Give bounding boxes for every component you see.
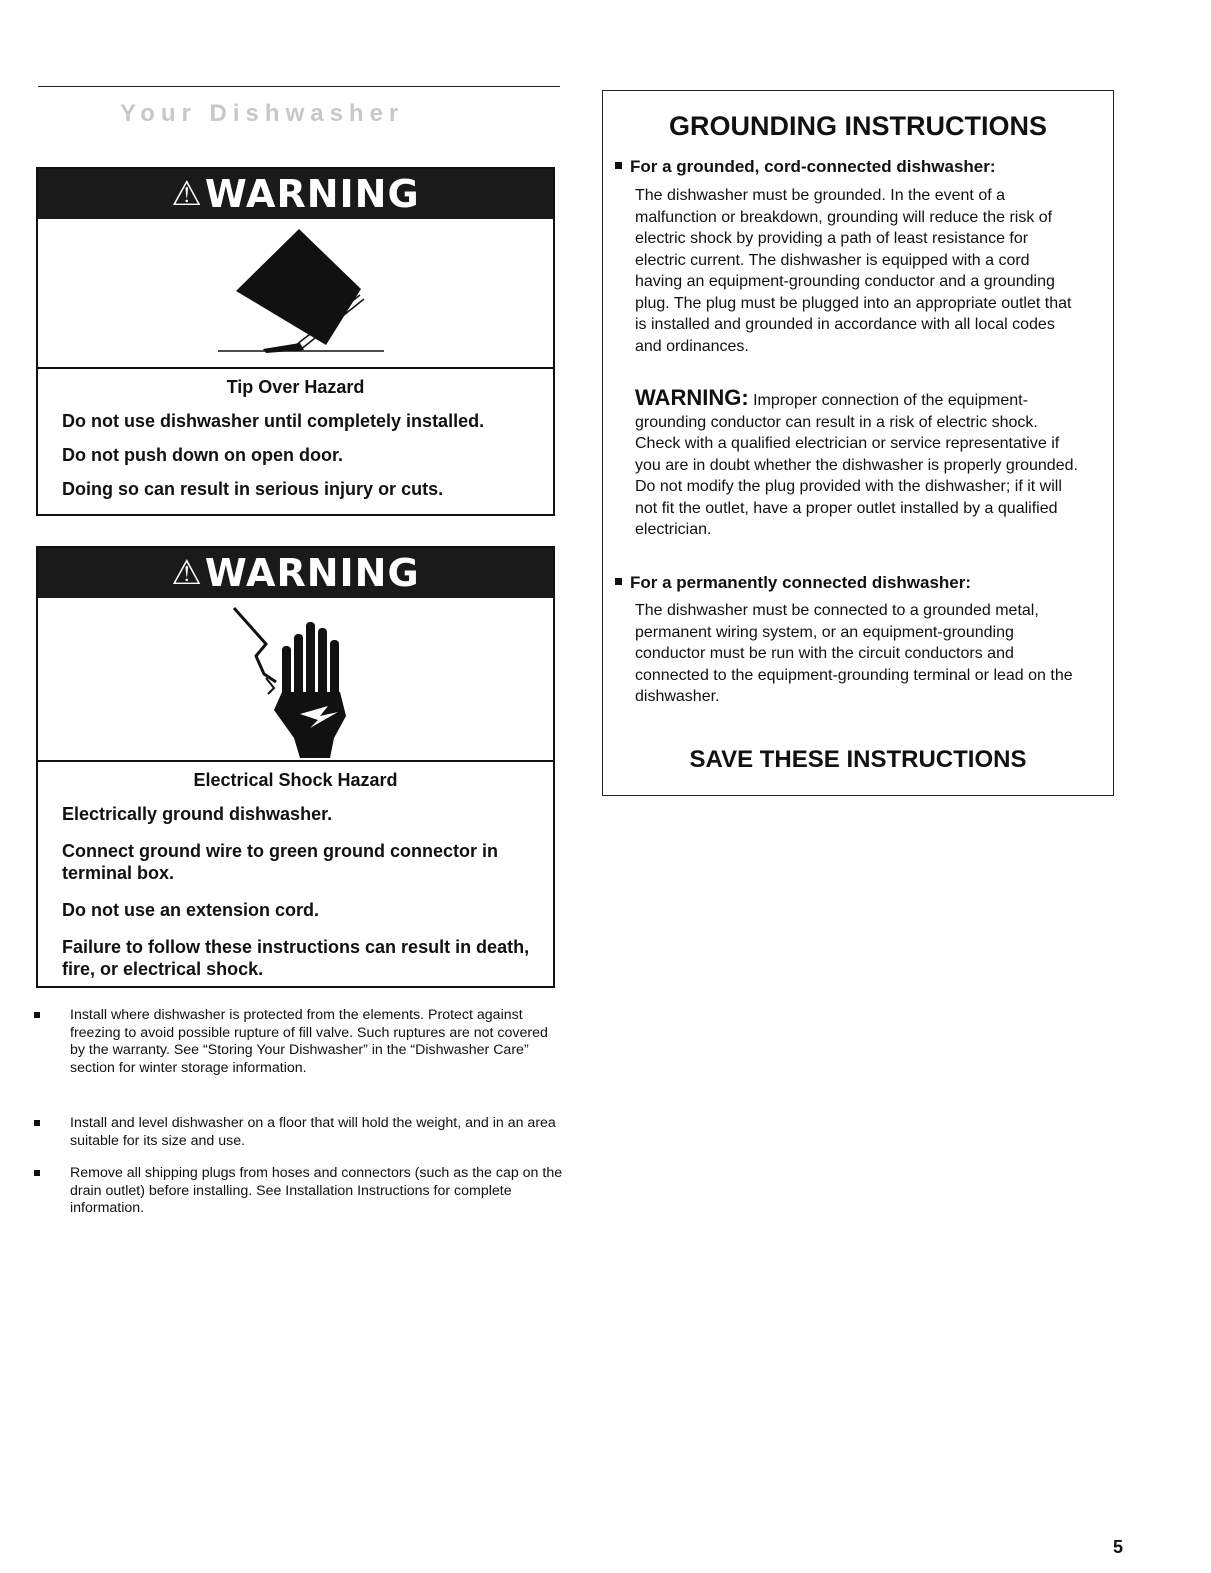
grounding-instructions-box [602,90,1114,796]
tip-over-pictogram-area [38,219,553,369]
warning-header [38,169,553,219]
grounding-subheading [615,573,971,593]
inline-warning-label: WARNING: [635,385,749,410]
warning-line: Electrically ground dishwasher. [62,804,333,824]
bullet-square-icon [615,162,622,169]
warning-line: Failure to follow these instructions can result in death, fire, or electrical shock. [62,937,530,979]
warning-triangle-icon: ⚠ [171,553,203,593]
subheading-text: For a permanently connected dishwasher: [630,573,972,592]
bullet-square-icon [615,578,622,585]
save-instructions-title: SAVE THESE INSTRUCTIONS [689,746,1027,773]
warning-line: Doing so can result in serious injury or cuts. [62,479,444,499]
page-number: 5 [1113,1537,1124,1557]
electrical-shock-pictogram-area [38,598,553,762]
bullet-square-icon [34,1120,40,1126]
list-item [34,1115,564,1150]
tip-over-icon [38,219,557,367]
warning-line: Do not push down on open door. [62,445,343,465]
warning-line: Do not use dishwasher until completely installed. [62,411,485,431]
warning-label: WARNING [204,172,420,216]
electrical-shock-warning-box [36,546,555,988]
warning-triangle-icon: ⚠ [171,174,203,214]
section-heading-faded: Your Dishwasher [120,100,405,127]
top-rule [38,86,560,87]
bullet-square-icon [34,1170,40,1176]
hazard-title: Tip Over Hazard [226,377,365,397]
grounding-warning-paragraph [635,387,1080,541]
hazard-title: Electrical Shock Hazard [193,770,398,790]
electric-hand-icon [38,598,557,760]
list-item-text: Install where dishwasher is protected from the elements. Protect against freezing to avoid possible rupture of fill valve. Such ruptures are not covered by the warranty. See “Storing Your Dishwasher” in the “Dishwasher Care” section for winter storage information. [70,1007,548,1076]
warning-header [38,548,553,598]
list-item [34,1007,564,1077]
list-item-text: Install and level dishwasher on a floor that will hold the weight, and in an area suitable for its size and use. [70,1115,556,1149]
bullet-square-icon [34,1012,40,1018]
grounding-paragraph: The dishwasher must be grounded. In the event of a malfunction or breakdown, grounding will reduce the risk of electric shock by providing a path of least resistance for electric current. The dishwasher is equipped with a cord having an equipment-grounding conductor and a grounding plug. The plug must be plugged into an appropriate outlet that is installed and grounded in accordance with all local codes and ordinances. [635,187,1072,355]
warning-label: WARNING [204,551,420,595]
list-item [34,1165,564,1218]
list-item-text: Remove all shipping plugs from hoses and connectors (such as the cap on the drain outlet) before installing. See Installation Instructions for complete information. [70,1165,563,1216]
grounding-title: GROUNDING INSTRUCTIONS [669,111,1047,141]
tip-over-warning-box [36,167,555,516]
grounding-subheading [615,157,996,177]
warning-line: Do not use an extension cord. [62,900,320,920]
subheading-text: For a grounded, cord-connected dishwasher: [630,157,996,176]
grounding-paragraph: The dishwasher must be connected to a grounded metal, permanent wiring system, or an equipment-grounding conductor must be run with the circuit conductors and connected to the equipment-grounding terminal or lead on the dishwasher. [635,602,1073,705]
warning-text: Improper connection of the equipment-grounding conductor can result in a risk of electric shock. Check with a qualified electrician or service representative if you are in doubt whether the dishwasher is properly grounded. Do not modify the plug provided with the dishwasher; if it will not fit the outlet, have a proper outlet installed by a qualified electrician. [635,392,1078,538]
warning-line: Connect ground wire to green ground connector in terminal box. [62,841,498,883]
